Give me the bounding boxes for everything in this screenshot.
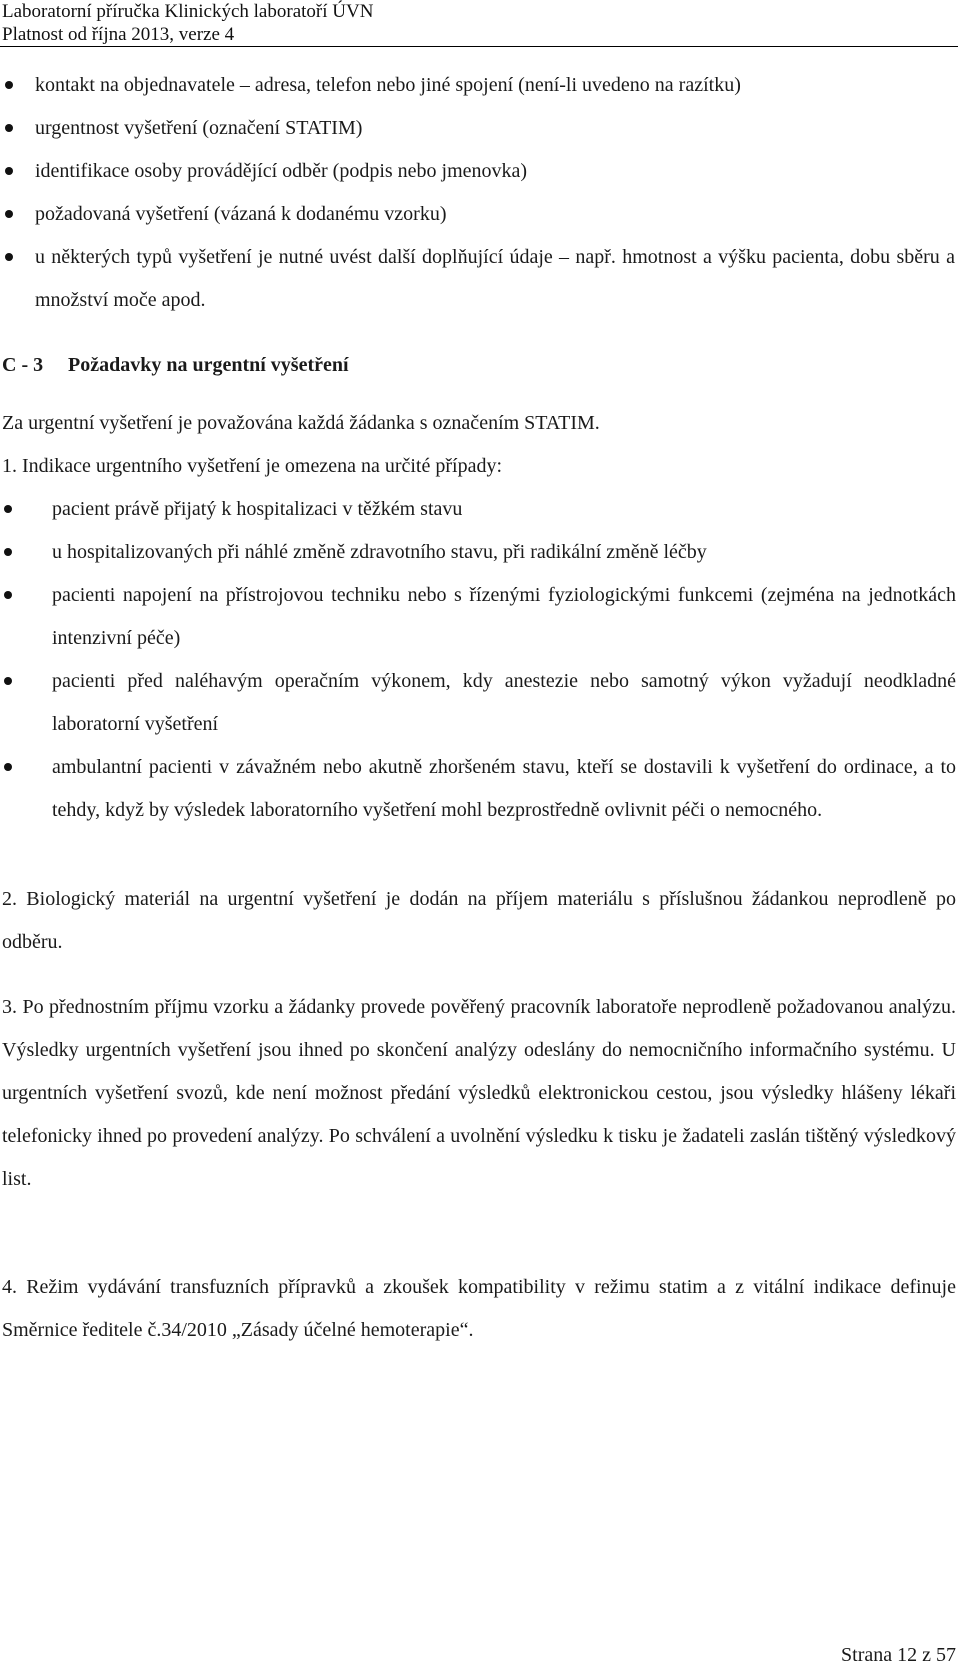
header-title: Laboratorní příručka Klinických laboratoří ÚVN bbox=[2, 1, 374, 22]
point-2: 2. Biologický materiál na urgentní vyšetření je dodán na příjem materiálu s příslušnou žádankou neprodleně po odběru. bbox=[2, 888, 956, 953]
intro-paragraph: Za urgentní vyšetření je považována každá žádanka s označením STATIM. bbox=[2, 412, 600, 434]
bullet-icon bbox=[5, 124, 13, 132]
bullet-icon bbox=[5, 210, 13, 218]
point-4: 4. Režim vydávání transfuzních přípravků a zkoušek kompatibility v režimu statim a z vitální indikace definuje Směrnice ředitele č.34/2010 „Zásady účelné hemoterapie“. bbox=[2, 1276, 956, 1341]
bullet-icon bbox=[5, 81, 13, 89]
point-1: 1. Indikace urgentního vyšetření je omezena na určité případy: bbox=[2, 455, 502, 477]
bullet-icon bbox=[5, 253, 13, 261]
page-header bbox=[0, 0, 958, 47]
bullet-icon bbox=[4, 505, 12, 513]
bullet-icon bbox=[5, 167, 13, 175]
section-title: Požadavky na urgentní vyšetření bbox=[68, 354, 349, 376]
bullet-icon bbox=[4, 591, 12, 599]
section-heading bbox=[2, 352, 349, 378]
bullet-icon bbox=[4, 763, 12, 771]
page-number: Strana 12 z 57 bbox=[841, 1644, 956, 1666]
header-validity: Platnost od října 2013, verze 4 bbox=[2, 24, 235, 45]
bullet-icon bbox=[4, 677, 12, 685]
bullet-icon bbox=[4, 548, 12, 556]
section-number: C - 3 bbox=[2, 354, 44, 376]
point-3: 3. Po přednostním příjmu vzorku a žádanky provede pověřený pracovník laboratoře neprodleně požadovanou analýzu. Výsledky urgentních vyšetření jsou ihned po skončení analýzy odeslány do nemocničního informačního systému. U urgentních vyšetření svozů, kde není možnost předání výsledků elektronickou cestou, jsou výsledky hlášeny lékaři telefonicky ihned po provedení analýzy. Po schválení a uvolnění výsledku k tisku je žadateli zaslán tištěný výsledkový list. bbox=[2, 996, 956, 1190]
